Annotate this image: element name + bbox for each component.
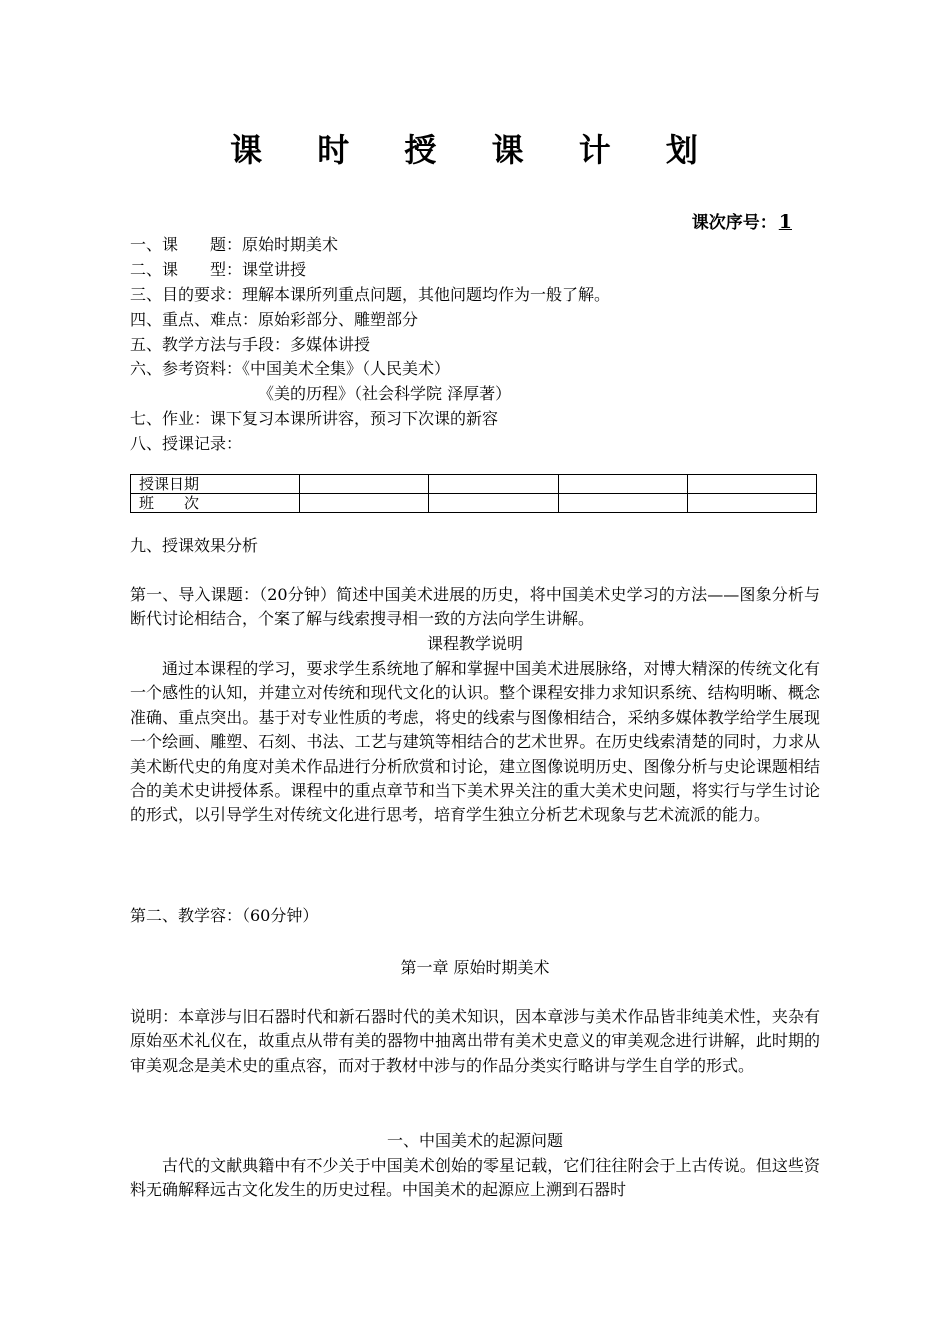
- table-row: [131, 494, 817, 513]
- item-homework: 七、作业：课下复习本课所讲容，预习下次课的新容: [130, 409, 499, 428]
- item-references-2: 《美的历程》（社会科学院 泽厚著）: [258, 384, 512, 403]
- lesson-number-value: 1: [778, 211, 792, 233]
- part-2-heading: 第二、教学容：（60分钟）: [130, 906, 319, 925]
- item-method: 五、教学方法与手段：多媒体讲授: [130, 335, 371, 354]
- item-topic: 一、课 题：原始时期美术: [130, 235, 339, 254]
- section-1-text: 古代的文献典籍中有不少关于中国美术创始的零星记载，它们往往附会于上古传说。但这些资料无确解释远古文化发生的历史过程。中国美术的起源应上溯到石器时: [130, 1156, 820, 1200]
- table-cell-date-label: 授课日期: [131, 475, 300, 494]
- item-type: 二、课 型：课堂讲授: [130, 260, 307, 279]
- section-1-title: 一、中国美术的起源问题: [386, 1131, 563, 1150]
- item-key-points: 四、重点、难点：原始彩部分、雕塑部分: [130, 310, 419, 329]
- page-title: 课 时 授 课 计 划: [230, 131, 720, 169]
- table-cell: [300, 494, 429, 513]
- record-table: [130, 474, 817, 513]
- table-cell: [429, 475, 558, 494]
- table-cell: [687, 494, 816, 513]
- section-9: 九、授课效果分析: [130, 536, 259, 555]
- item-objective: 三、目的要求：理解本课所列重点问题，其他问题均作为一般了解。: [130, 285, 611, 304]
- lesson-number: [692, 208, 792, 237]
- chapter-note: 说明：本章涉与旧石器时代和新石器时代的美术知识，因本章涉与美术作品皆非纯美术性，夹杂有原始巫术礼仪在，故重点从带有美的器物中抽离出带有美术史意义的审美观念进行讲解，此时期的审美观念是美术史的重点容，而对于教材中涉与的作品分类实行略讲与学生自学的形式。: [130, 1007, 820, 1075]
- chapter-title: 第一章 原始时期美术: [400, 958, 550, 977]
- item-record: 八、授课记录：: [130, 434, 243, 453]
- table-cell-class-label: 班 次: [131, 494, 300, 513]
- course-desc-paragraph: 通过本课程的学习，要求学生系统地了解和掌握中国美术进展脉络，对博大精深的传统文化有一个感性的认知，并建立对传统和现代文化的认识。整个课程安排力求知识系统、结构明晰、概念准确、重点突出。基于对专业性质的考虑，将史的线索与图像相结合，采纳多媒体教学给学生展现一个绘画、雕塑、石刻、书法、工艺与建筑等相结合的艺术世界。在历史线索清楚的同时，力求从美术断代史的角度对美术作品进行分析欣赏和讨论，建立图像说明历史、图像分析与史论课题相结合的美术史讲授体系。课程中的重点章节和当下美术界关注的重大美术史问题，将实行与学生讨论的形式，以引导学生对传统文化进行思考，培育学生独立分析艺术现象与艺术流派的能力。: [130, 659, 820, 825]
- table-cell: [558, 494, 687, 513]
- part-1-intro: 第一、导入课题：（20分钟）简述中国美术进展的历史，将中国美术史学习的方法——图象分析与断代讨论相结合，个案了解与线索搜寻相一致的方法向学生讲解。: [130, 585, 820, 629]
- table-cell: [429, 494, 558, 513]
- table-cell: [687, 475, 816, 494]
- item-references: 六、参考资料：《中国美术全集》（人民美术）: [130, 359, 451, 378]
- table-cell: [558, 475, 687, 494]
- table-cell: [300, 475, 429, 494]
- lesson-number-label: 课次序号：: [691, 213, 777, 233]
- table-row: [131, 475, 817, 494]
- course-desc-heading: 课程教学说明: [426, 634, 523, 653]
